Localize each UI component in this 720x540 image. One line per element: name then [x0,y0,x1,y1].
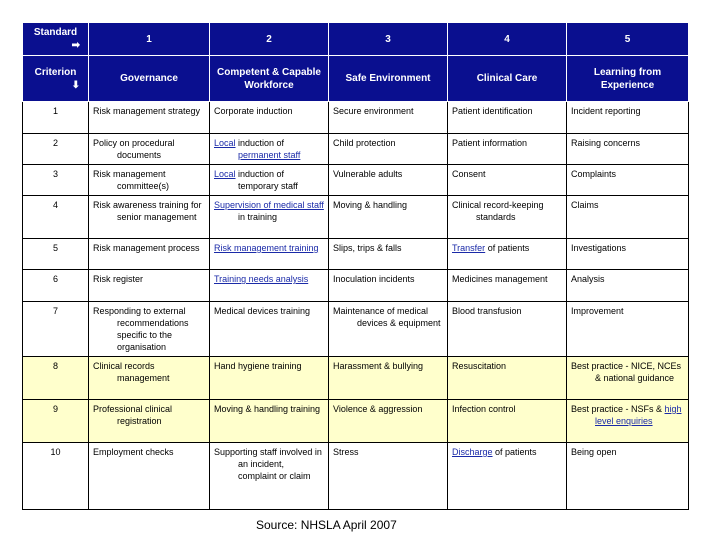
table-row [23,357,689,400]
table-cell: Supporting staff involved in an incident, complaint or claim [210,443,329,510]
table-cell: Risk register [89,270,210,302]
criterion-number: 2 [23,134,89,165]
table-row [23,134,689,165]
cell-text: induction of [235,138,285,148]
table-cell: Medical devices training [210,302,329,357]
arrow-down-icon: ⬇ [71,79,80,91]
table-cell [448,239,567,270]
criterion-number: 1 [23,102,89,134]
table-cell: Analysis [567,270,689,302]
standard-label-cell [23,23,89,56]
standard-title: Clinical Care [448,56,567,102]
criterion-label: Criterion [34,66,77,78]
table-row [23,270,689,302]
criterion-number: 6 [23,270,89,302]
table-cell: Inoculation incidents [329,270,448,302]
table-cell: Employment checks [89,443,210,510]
standard-number: 5 [567,23,689,56]
table-cell: Medicines management [448,270,567,302]
table-cell [210,134,329,165]
table-cell [210,239,329,270]
table-cell: Claims [567,196,689,239]
table-cell: Moving & handling training [210,400,329,443]
table-cell: Incident reporting [567,102,689,134]
table-cell: Stress [329,443,448,510]
source-caption: Source: NHSLA April 2007 [256,518,397,532]
table-cell: Improvement [567,302,689,357]
criterion-number: 7 [23,302,89,357]
table-cell: Clinical record-keeping standards [448,196,567,239]
standard-number: 3 [329,23,448,56]
table-row [23,165,689,196]
table-cell: Risk awareness training for senior management [89,196,210,239]
table-cell: Consent [448,165,567,196]
standards-table [22,22,689,510]
table-cell: Policy on procedural documents [89,134,210,165]
cell-text: Best practice - NSFs & [571,404,665,414]
table-cell: Corporate induction [210,102,329,134]
table-cell: Secure environment [329,102,448,134]
cell-text: in training [238,212,278,222]
table-cell: Clinical records management [89,357,210,400]
table-cell: Harassment & bullying [329,357,448,400]
table-link[interactable]: Local [214,169,236,179]
table-cell [210,270,329,302]
criterion-number: 8 [23,357,89,400]
table-cell: Investigations [567,239,689,270]
criterion-label-cell [23,56,89,102]
arrow-right-icon: ➡ [71,40,80,51]
criterion-number: 5 [23,239,89,270]
standard-number: 4 [448,23,567,56]
table-link[interactable]: high level enquiries [595,404,682,426]
table-link[interactable]: Transfer [452,243,486,253]
standard-title: Learning from Experience [567,56,689,102]
table-cell: Vulnerable adults [329,165,448,196]
header-row-numbers [23,23,689,56]
table-cell: Maintenance of medical devices & equipment [329,302,448,357]
criterion-number: 10 [23,443,89,510]
standard-label: Standard [33,27,78,38]
cell-text: of patients [492,447,537,457]
table-cell: Professional clinical registration [89,400,210,443]
table-cell: Slips, trips & falls [329,239,448,270]
table-row [23,196,689,239]
table-row [23,400,689,443]
criterion-number: 3 [23,165,89,196]
table-link[interactable]: Training needs analysis [214,274,309,284]
table-cell: Being open [567,443,689,510]
table-cell: Responding to external recommendations specific to the organisation [89,302,210,357]
table-cell: Best practice - NICE, NCEs & national guidance [567,357,689,400]
table-cell: Patient identification [448,102,567,134]
table-cell: Child protection [329,134,448,165]
table-cell: Patient information [448,134,567,165]
table-link[interactable]: Risk management training [214,243,319,253]
table-cell [567,400,689,443]
table-cell [210,165,329,196]
standard-title: Safe Environment [329,56,448,102]
table-cell: Moving & handling [329,196,448,239]
table-cell [210,196,329,239]
table-link[interactable]: Discharge [452,447,493,457]
criterion-number: 4 [23,196,89,239]
table-row [23,102,689,134]
table-cell: Risk management process [89,239,210,270]
table-cell: Violence & aggression [329,400,448,443]
table-link[interactable]: permanent staff [238,150,301,160]
standard-title: Governance [89,56,210,102]
table-cell: Risk management strategy [89,102,210,134]
table-row [23,302,689,357]
table-row [23,239,689,270]
table-link[interactable]: Local [214,138,236,148]
table-cell [448,443,567,510]
criterion-number: 9 [23,400,89,443]
table-link[interactable]: Supervision of medical staff [214,200,324,210]
table-cell: Raising concerns [567,134,689,165]
table-cell: Blood transfusion [448,302,567,357]
header-row-titles [23,56,689,102]
cell-text: induction of temporary staff [235,169,298,191]
standard-title: Competent & Capable Workforce [210,56,329,102]
cell-text: of patients [485,243,530,253]
table-cell: Risk management committee(s) [89,165,210,196]
table-cell: Hand hygiene training [210,357,329,400]
table-row [23,443,689,510]
table-cell: Resuscitation [448,357,567,400]
standard-number: 2 [210,23,329,56]
standard-number: 1 [89,23,210,56]
table-cell: Complaints [567,165,689,196]
table-cell: Infection control [448,400,567,443]
